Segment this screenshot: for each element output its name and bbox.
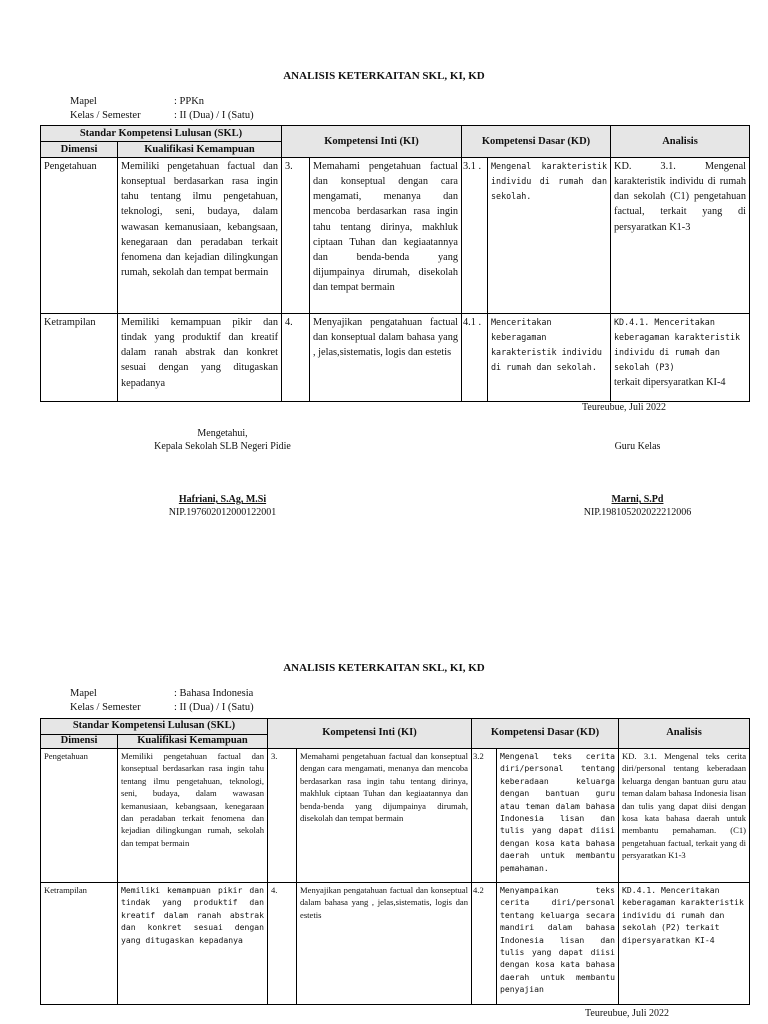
teacher-signature-name [560,493,715,519]
analysis-table [40,125,750,402]
ki-header: Kompetensi Inti (KI) [268,719,472,749]
dimensi-cell: Ketrampilan [41,883,118,1005]
analisis-text: terkait dipersyaratkan KI-4 [614,377,726,389]
kd-cell: Menceritakan keberagaman karakteristik individu di rumah dan sekolah. [488,314,611,402]
dimensi-cell: Pengetahuan [41,158,118,314]
signature-line: Mengetahui, [197,428,248,439]
kualifikasi-header: Kualifikasi Kemampuan [118,735,268,749]
kd-number: 3.1 . [462,158,488,314]
analisis-cell: KD. 3.1. Mengenal karakteristik individu di rumah dan sekolah (C1) pengetahuan factual, terkait yang di persyaratkan K1-3 [611,158,750,314]
ki-header: Kompetensi Inti (KI) [282,126,462,158]
kelas-line [70,109,254,122]
teacher-signature [560,440,715,453]
dimensi-header: Dimensi [41,735,118,749]
table-row [41,883,750,1005]
signer-nip: NIP.198105202022212006 [583,507,692,518]
document-title: ANALISIS KETERKAITAN SKL, KI, KD [283,70,485,82]
principal-signature-name [100,493,345,519]
kd-header: Kompetensi Dasar (KD) [472,719,619,749]
date-line: Teureubue, Juli 2022 [582,402,667,413]
document-title: ANALISIS KETERKAITAN SKL, KI, KD [283,662,485,674]
ki-cell: Memahami pengetahuan factual dan konseptual dengan cara mengamati, menanya dan mencoba berdasarkan rasa ingin tahu tentang dirinya, makhluk ciptaan Tuhan dan kegiaatannya dan benda-benda yang dijumpainya dirumah, disekolah dan tempat bermain [310,158,462,314]
kd-cell: Mengenal karakteristik individu di rumah dan sekolah. [488,158,611,314]
table-row [41,749,750,883]
kd-number: 3.2 [472,749,497,883]
signer-name: Hafriani, S.Ag, M.Si [178,494,267,505]
kelas-label: Kelas / Semester [70,110,141,121]
mapel-label: Mapel [70,96,97,107]
kelas-label: Kelas / Semester [70,702,141,713]
signer-nip: NIP.197602012000122001 [168,507,277,518]
kualifikasi-cell: Memiliki pengetahuan factual dan konseptual berdasarkan rasa ingin tahu tentang ilmu pengetahuan, teknologi, seni, budaya, dalam wawasan kemanusiaan, kebangsaan, kenegaraan dan peradaban terkait fenomena dan kejadian dilingkungan rumah, sekolah dan tempat bermain [118,158,282,314]
kualifikasi-cell: Memiliki pengetahuan factual dan konseptual berdasarkan rasa ingin tahu tentang ilmu pengetahuan, teknologi, seni, budaya, dalam wawasan kemanusiaan, kebangsaan, kenegaraan dan peradaban terkait fenomena dan kejadian dilingkungan rumah, sekolah dan tempat bermain [118,749,268,883]
analisis-cell [611,314,750,402]
ki-number: 3. [282,158,310,314]
table-row [41,158,750,314]
analysis-table [40,718,750,1005]
kelas-value: : II (Dua) / I (Satu) [174,702,254,713]
mapel-value: : Bahasa Indonesia [174,688,254,699]
analisis-header: Analisis [611,126,750,158]
principal-signature [100,427,345,453]
date-line: Teureubue, Juli 2022 [585,1008,670,1019]
ki-cell: Menyajikan pengatahuan factual dan konseptual dalam bahasa yang , jelas,sistematis, logis dan estetis [310,314,462,402]
kualifikasi-cell: Memiliki kemampuan pikir dan tindak yang produktif dan kreatif dalam ranah abstrak dan konkret sesuai dengan yang ditugaskan kepadanya [118,314,282,402]
kd-header: Kompetensi Dasar (KD) [462,126,611,158]
ki-cell: Menyajikan pengatahuan factual dan konseptual dalam bahasa yang , jelas,sistematis, logis dan estetis [297,883,472,1005]
signature-line: Guru Kelas [614,441,661,452]
kelas-line [70,701,254,714]
kd-number: 4.2 [472,883,497,1005]
mapel-line [70,687,253,700]
table-row [41,314,750,402]
dimensi-cell: Pengetahuan [41,749,118,883]
kelas-value: : II (Dua) / I (Satu) [174,110,254,121]
ki-cell: Memahami pengetahuan factual dan konseptual dengan cara mengamati, menanya dan mencoba berdasarkan rasa ingin tahu tentang dirinya, makhluk ciptaan Tuhan dan kegiaatannya dan benda-benda yang dijumpainya dirumah, disekolah dan tempat bermain [297,749,472,883]
ki-number: 4. [282,314,310,402]
ki-number: 4. [268,883,297,1005]
kd-cell: Menyampaikan teks cerita diri/personal tentang keluarga secara mandiri dalam bahasa Indonesia lisan dan tulis yang dapat diisi dengan kosa kata bahasa daerah untuk membantu penyajian [497,883,619,1005]
dimensi-header: Dimensi [41,142,118,158]
skl-header: Standar Kompetensi Lulusan (SKL) [41,126,282,142]
analisis-text: KD.4.1. Menceritakan keberagaman karakteristik individu di rumah dan sekolah (P3) [614,317,741,373]
analisis-cell: KD.4.1. Menceritakan keberagaman karakteristik individu di rumah dan sekolah (P2) terkait dipersyaratkan KI-4 [619,883,750,1005]
signer-name: Marni, S.Pd [611,494,664,505]
mapel-line [70,95,204,108]
kualifikasi-header: Kualifikasi Kemampuan [118,142,282,158]
analisis-cell: KD. 3.1. Mengenal teks cerita diri/personal tentang keberadaan keluarga dengan bantuan guru atau teman dalam bahasa Indonesia lisan dan tulis yang dapat diisi dengan kosa kata bahasa daerah untuk membantu pemahaman. (C1) pengetahuan factual, terkait yang di persyaratkan K1-3 [619,749,750,883]
dimensi-cell: Ketrampilan [41,314,118,402]
skl-header: Standar Kompetensi Lulusan (SKL) [41,719,268,735]
kd-number: 4.1 . [462,314,488,402]
mapel-value: : PPKn [174,96,205,107]
signature-line: Kepala Sekolah SLB Negeri Pidie [154,441,291,452]
ki-number: 3. [268,749,297,883]
kd-cell: Mengenal teks cerita diri/personal tentang keberadaan keluarga dengan bantuan guru atau teman dalam bahasa Indonesia lisan dan tulis yang dapat diisi dengan kosa kata bahasa daerah untuk membantu pemahaman. [497,749,619,883]
analisis-header: Analisis [619,719,750,749]
kualifikasi-cell: Memiliki kemampuan pikir dan tindak yang produktif dan kreatif dalam ranah abstrak dan konkret sesuai dengan yang ditugaskan kepadanya [118,883,268,1005]
mapel-label: Mapel [70,688,97,699]
